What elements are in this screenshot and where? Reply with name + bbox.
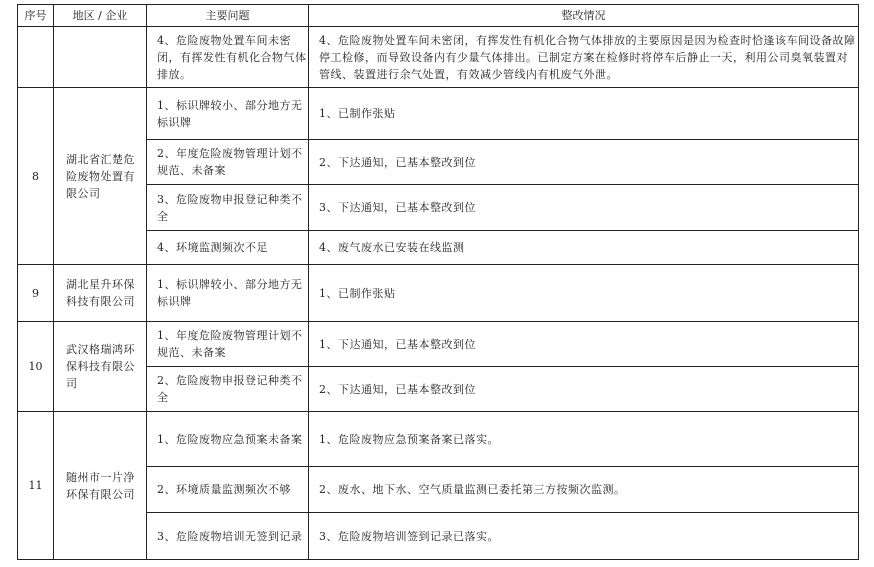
header-region: 地区 / 企业	[54, 5, 147, 27]
issue-cell: 1、年度危险废物管理计划不规范、未备案	[147, 322, 309, 367]
table-row	[18, 322, 859, 367]
company-cell	[54, 27, 147, 88]
issue-cell: 1、标识牌较小、部分地方无标识牌	[147, 265, 309, 322]
rectification-cell: 1、下达通知，已基本整改到位	[309, 322, 859, 367]
issue-cell: 1、危险废物应急预案未备案	[147, 412, 309, 467]
rectification-cell: 4、危险废物处置车间未密闭，有挥发性有机化合物气体排放的主要原因是因为检查时恰逢该车间设备故障停工检修，而导致设备内有少量气体排出。已制定方案在检修时将停车后静止一天，利用公司臭氧装置对管线、装置进行余气处置，有效减少管线内有机废气外泄。	[309, 27, 859, 88]
rectification-cell: 3、下达通知，已基本整改到位	[309, 185, 859, 231]
issue-cell: 1、标识牌较小、部分地方无标识牌	[147, 88, 309, 140]
company-cell: 随州市一片净环保有限公司	[54, 412, 147, 560]
rectification-cell: 2、下达通知，已基本整改到位	[309, 140, 859, 185]
issue-cell: 2、年度危险废物管理计划不规范、未备案	[147, 140, 309, 185]
company-cell: 武汉格瑞鸿环保科技有限公司	[54, 322, 147, 412]
rectification-cell: 2、下达通知，已基本整改到位	[309, 367, 859, 412]
issue-cell: 3、危险废物培训无签到记录	[147, 513, 309, 560]
table-row	[18, 88, 859, 140]
company-cell: 湖北星升环保科技有限公司	[54, 265, 147, 322]
rectification-cell: 3、危险废物培训签到记录已落实。	[309, 513, 859, 560]
seq-cell: 9	[18, 265, 54, 322]
header-row	[18, 5, 859, 27]
company-cell: 湖北省汇楚危险废物处置有限公司	[54, 88, 147, 265]
seq-cell: 10	[18, 322, 54, 412]
issue-cell: 4、环境监测频次不足	[147, 231, 309, 265]
issue-cell: 2、危险废物申报登记种类不全	[147, 367, 309, 412]
rectification-cell: 4、废气废水已安装在线监测	[309, 231, 859, 265]
rectification-cell: 1、已制作张贴	[309, 265, 859, 322]
seq-cell: 8	[18, 88, 54, 265]
table-row	[18, 265, 859, 322]
issue-cell: 2、环境质量监测频次不够	[147, 467, 309, 513]
rectification-table	[17, 4, 859, 560]
rectification-cell: 2、废水、地下水、空气质量监测已委托第三方按频次监测。	[309, 467, 859, 513]
table-row	[18, 412, 859, 467]
header-issues: 主要问题	[147, 5, 309, 27]
table-row	[18, 27, 859, 88]
rectification-cell: 1、已制作张贴	[309, 88, 859, 140]
issue-cell: 3、危险废物申报登记种类不全	[147, 185, 309, 231]
seq-cell	[18, 27, 54, 88]
header-seq: 序号	[18, 5, 54, 27]
rectification-cell: 1、危险废物应急预案备案已落实。	[309, 412, 859, 467]
seq-cell: 11	[18, 412, 54, 560]
header-rectification: 整改情况	[309, 5, 859, 27]
issue-cell: 4、危险废物处置车间未密闭，有挥发性有机化合物气体排放。	[147, 27, 309, 88]
